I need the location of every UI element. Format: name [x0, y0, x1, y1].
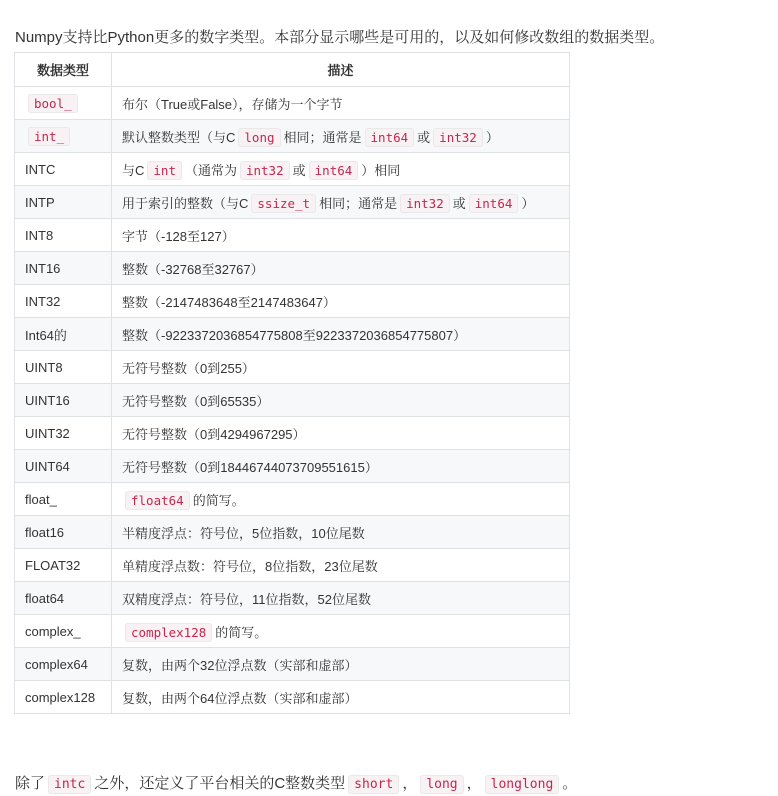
intro-paragraph: Numpy支持比Python更多的数字类型。本部分显示哪些是可用的，以及如何修改数组的数据类型。 [15, 29, 665, 46]
data-type-cell [15, 318, 112, 351]
data-type-label: complex_ [25, 623, 81, 639]
data-type-label: float_ [25, 491, 57, 507]
data-type-cell [15, 681, 112, 714]
table-row [15, 648, 570, 681]
table-header-row [15, 53, 570, 87]
inline-code: int [147, 161, 182, 180]
table-row [15, 450, 570, 483]
inline-code: int64 [469, 194, 519, 213]
data-type-cell [15, 384, 112, 417]
inline-code: int64 [365, 128, 415, 147]
description-cell [112, 87, 570, 120]
data-type-code: int_ [28, 127, 70, 146]
description-cell [112, 516, 570, 549]
inline-code: int32 [433, 128, 483, 147]
text-segment: 无符号整数（0到255） [122, 360, 255, 376]
text-segment: 用于索引的整数（与C [122, 195, 249, 211]
data-type-cell [15, 252, 112, 285]
text-segment: 半精度浮点：符号位，5位指数，10位尾数 [122, 525, 365, 541]
description-cell [112, 582, 570, 615]
data-type-cell [15, 549, 112, 582]
text-segment: 相同；通常是 [283, 129, 362, 145]
data-type-label: complex64 [25, 656, 88, 672]
dtype-table-body [15, 87, 570, 714]
inline-code: complex128 [125, 623, 212, 642]
description-cell [112, 681, 570, 714]
text-segment: 的简写。 [192, 492, 245, 508]
text-segment: 无符号整数（0到18446744073709551615） [122, 459, 378, 475]
data-type-label: INT8 [25, 227, 54, 243]
text-segment: ） [521, 195, 535, 211]
description-cell [112, 186, 570, 219]
inline-code: short [348, 775, 399, 794]
text-segment: ， [402, 775, 418, 792]
text-segment: 与C [122, 162, 145, 178]
description-cell [112, 549, 570, 582]
inline-code: intc [48, 775, 91, 794]
text-segment: 默认整数类型（与C [122, 129, 236, 145]
table-row [15, 351, 570, 384]
table-row [15, 252, 570, 285]
data-type-cell [15, 483, 112, 516]
table-row [15, 582, 570, 615]
data-type-label: UINT8 [25, 359, 63, 375]
header-data-type: 数据类型 [15, 53, 112, 87]
data-type-code: bool_ [28, 94, 78, 113]
data-type-label: FLOAT32 [25, 557, 81, 573]
inline-code: long [238, 128, 280, 147]
table-row [15, 318, 570, 351]
text-segment: 复数，由两个64位浮点数（实部和虚部） [122, 690, 358, 706]
data-type-cell [15, 219, 112, 252]
table-row [15, 153, 570, 186]
description-cell [112, 120, 570, 153]
data-type-label: Int64的 [25, 327, 67, 343]
description-cell [112, 483, 570, 516]
text-segment: 整数（-9223372036854775808至9223372036854775807） [122, 327, 467, 343]
table-row [15, 186, 570, 219]
data-type-label: float64 [25, 590, 65, 606]
data-type-label: UINT32 [25, 425, 70, 441]
inline-code: int32 [400, 194, 450, 213]
description-cell [112, 615, 570, 648]
table-row [15, 120, 570, 153]
table-row [15, 384, 570, 417]
data-type-label: INTC [25, 161, 56, 177]
data-type-cell [15, 516, 112, 549]
table-row [15, 549, 570, 582]
data-type-label: complex128 [25, 689, 96, 705]
description-cell [112, 648, 570, 681]
description-cell [112, 153, 570, 186]
table-row [15, 219, 570, 252]
text-segment: 或 [452, 195, 466, 211]
text-segment: 布尔（True或False），存储为一个字节 [122, 96, 343, 112]
text-segment: 之外，还定义了平台相关的C整数类型 [94, 775, 346, 792]
data-type-cell [15, 87, 112, 120]
data-type-cell [15, 186, 112, 219]
description-cell [112, 219, 570, 252]
inline-code: int64 [309, 161, 359, 180]
data-type-cell [15, 648, 112, 681]
text-segment: 双精度浮点：符号位，11位指数，52位尾数 [122, 591, 371, 607]
text-segment: （通常为 [184, 162, 237, 178]
data-type-label: UINT16 [25, 392, 70, 408]
text-segment: ）相同 [361, 162, 401, 178]
table-row [15, 285, 570, 318]
table-row [15, 516, 570, 549]
text-segment: 复数，由两个32位浮点数（实部和虚部） [122, 657, 358, 673]
dtype-table [14, 52, 570, 714]
description-cell [112, 351, 570, 384]
data-type-cell [15, 120, 112, 153]
table-row [15, 681, 570, 714]
text-segment: 无符号整数（0到65535） [122, 393, 270, 409]
text-segment: 整数（-2147483648至2147483647） [122, 294, 336, 310]
data-type-label: INTP [25, 194, 55, 210]
data-type-cell [15, 615, 112, 648]
text-segment: 无符号整数（0到4294967295） [122, 426, 306, 442]
description-cell [112, 450, 570, 483]
data-type-label: UINT64 [25, 458, 70, 474]
description-cell [112, 384, 570, 417]
footer-paragraph [15, 773, 577, 796]
text-segment: 字节（-128至127） [122, 228, 235, 244]
text-segment: 单精度浮点数：符号位，8位指数，23位尾数 [122, 558, 378, 574]
description-cell [112, 318, 570, 351]
inline-code: long [420, 775, 463, 794]
inline-code: longlong [485, 775, 560, 794]
table-row [15, 417, 570, 450]
data-type-cell [15, 417, 112, 450]
text-segment: 或 [417, 129, 431, 145]
data-type-cell [15, 153, 112, 186]
text-segment: ） [485, 129, 499, 145]
data-type-label: INT16 [25, 260, 61, 276]
inline-code: float64 [125, 491, 190, 510]
description-cell [112, 285, 570, 318]
data-type-label: float16 [25, 524, 65, 540]
header-description: 描述 [112, 53, 570, 87]
table-row [15, 615, 570, 648]
data-type-cell [15, 582, 112, 615]
text-segment: ， [466, 775, 482, 792]
data-type-cell [15, 285, 112, 318]
data-type-cell [15, 351, 112, 384]
data-type-label: INT32 [25, 293, 61, 309]
inline-code: int32 [240, 161, 290, 180]
table-row [15, 87, 570, 120]
table-row [15, 483, 570, 516]
text-segment: 。 [562, 775, 578, 792]
inline-code: ssize_t [251, 194, 316, 213]
description-cell [112, 417, 570, 450]
text-segment: 除了 [15, 775, 46, 792]
text-segment: 或 [292, 162, 306, 178]
description-cell [112, 252, 570, 285]
text-segment: 整数（-32768至32767） [122, 261, 264, 277]
data-type-cell [15, 450, 112, 483]
text-segment: 相同；通常是 [319, 195, 398, 211]
text-segment: 的简写。 [215, 624, 268, 640]
